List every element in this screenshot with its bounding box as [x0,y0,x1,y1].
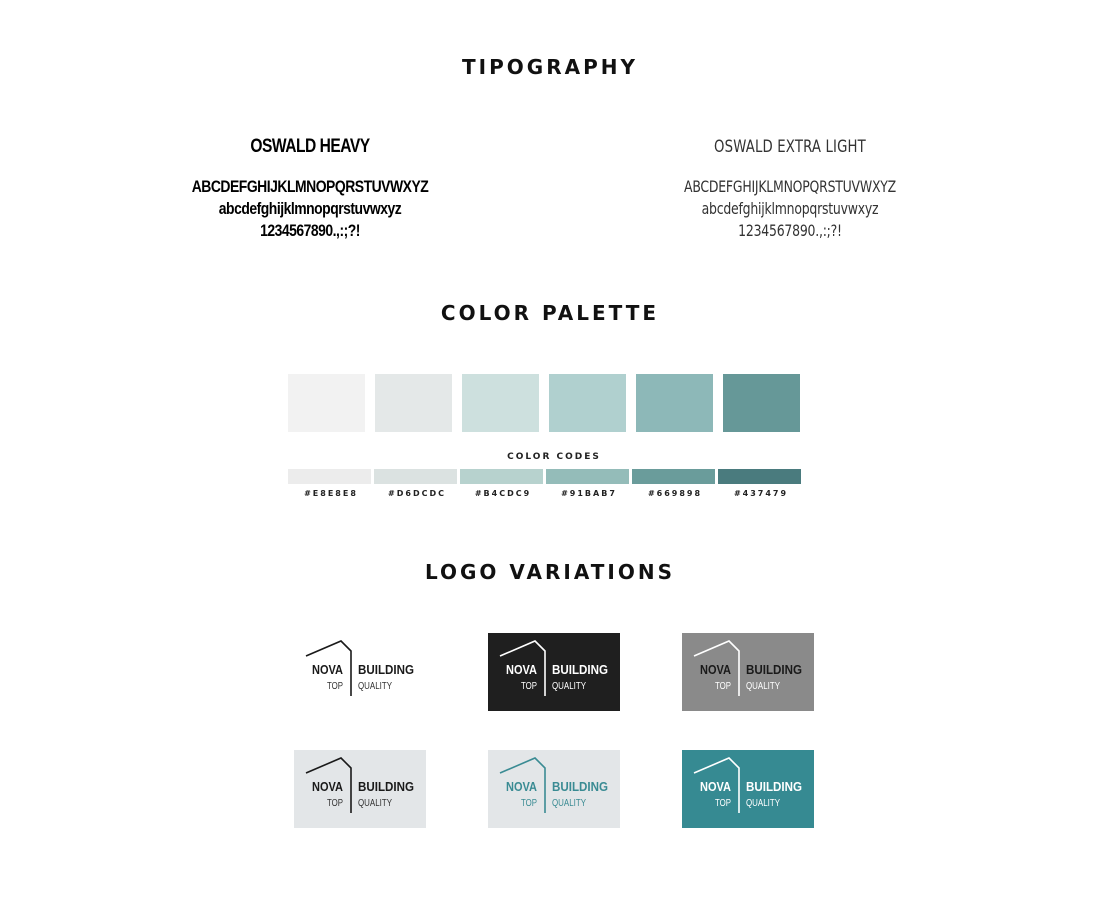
logo-variations-title: LOGO VARIATIONS [424,560,675,584]
color-code-label: #669898 [647,489,703,498]
logo-nova-text: NOVA [506,662,538,677]
color-code-bar [546,469,629,484]
logo-quality-text: QUALITY [746,681,781,692]
logo-quality-text: QUALITY [552,798,587,809]
color-swatch [549,374,626,432]
logo-variant [294,750,426,828]
color-codes-label: COLOR CODES [507,452,601,462]
color-swatch [462,374,539,432]
logo-mark [682,750,814,828]
logo-top-text: TOP [715,681,732,692]
logo-mark [294,633,426,711]
logo-building-text: BUILDING [358,662,414,677]
logo-mark [682,633,814,711]
font-specimen-oswald-heavy [162,134,457,242]
color-code-bar [718,469,801,484]
logo-mark [294,750,426,828]
lowercase-sample: abcdefghijklmnopqrstuvwxyz [218,199,402,218]
color-code-label: #437479 [733,489,789,498]
logo-nova-text: NOVA [700,779,732,794]
logo-variant [682,633,814,711]
logo-variant [488,750,620,828]
logo-nova-text: NOVA [506,779,538,794]
color-code-label: #91BAB7 [561,489,617,498]
logo-mark [488,633,620,711]
color-code-label: #D6DCDC [388,489,446,498]
logo-variant [488,633,620,711]
font-name: OSWALD EXTRA LIGHT [714,137,866,157]
uppercase-sample: ABCDEFGHIJKLMNOPQRSTUVWXYZ [191,177,429,196]
logo-building-text: BUILDING [552,779,608,794]
palette-title: COLOR PALETTE [440,301,660,325]
digits-sample: 1234567890.,:;?! [738,221,842,240]
logo-top-text: TOP [715,798,732,809]
color-code-bar [288,469,371,484]
logo-top-text: TOP [521,798,538,809]
logo-top-text: TOP [521,681,538,692]
typography-title: TIPOGRAPHY [462,55,638,79]
logo-nova-text: NOVA [312,662,344,677]
logo-nova-text: NOVA [312,779,344,794]
logo-quality-text: QUALITY [746,798,781,809]
logo-building-text: BUILDING [746,779,802,794]
color-code-bar [460,469,543,484]
logo-quality-text: QUALITY [552,681,587,692]
logo-top-text: TOP [327,681,344,692]
color-code-label: #E8E8E8 [304,489,358,498]
color-swatch [636,374,713,432]
uppercase-sample: ABCDEFGHIJKLMNOPQRSTUVWXYZ [684,177,896,196]
digits-sample: 1234567890.,:;?! [260,221,360,240]
color-code-bar [374,469,457,484]
logo-quality-text: QUALITY [358,798,393,809]
font-sample [650,176,931,242]
color-code-bar [632,469,715,484]
logo-nova-text: NOVA [700,662,732,677]
lowercase-sample: abcdefghijklmnopqrstuvwxyz [701,199,879,218]
logo-variant [682,750,814,828]
color-swatch [375,374,452,432]
logo-variant [294,633,426,711]
logo-building-text: BUILDING [358,779,414,794]
color-code-label: #B4CDC9 [474,489,532,498]
color-swatch [288,374,365,432]
logo-building-text: BUILDING [746,662,802,677]
logo-top-text: TOP [327,798,344,809]
font-name: OSWALD HEAVY [250,136,370,157]
font-specimen-oswald-extra-light [650,134,931,242]
font-sample [162,176,457,242]
logo-building-text: BUILDING [552,662,608,677]
logo-mark [488,750,620,828]
color-swatch [723,374,800,432]
logo-quality-text: QUALITY [358,681,393,692]
